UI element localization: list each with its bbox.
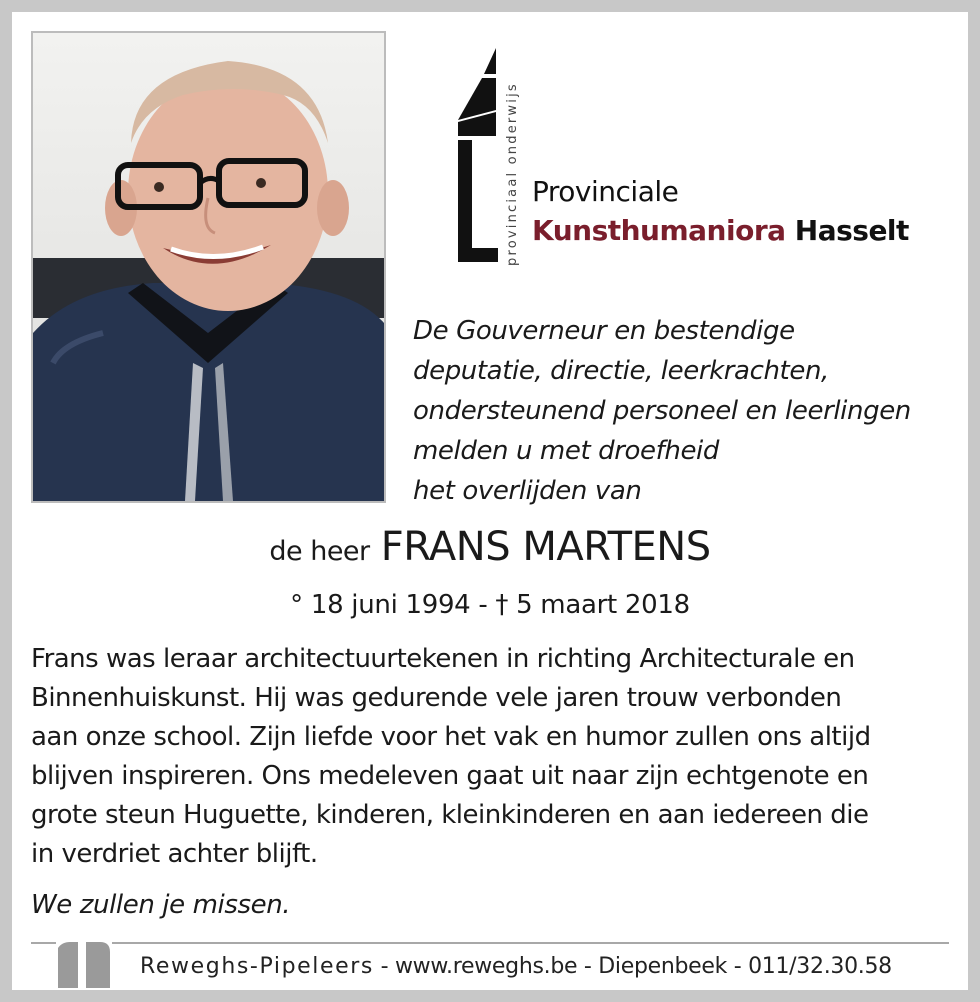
school-name-city: Hasselt (794, 214, 909, 247)
deceased-name-line (12, 524, 968, 570)
closing-line: We zullen je missen. (31, 890, 291, 920)
deceased-name: FRANS MARTENS (380, 524, 711, 570)
logo-vertical-text: provinciaal onderwijs (505, 82, 520, 266)
intro-line: deputatie, directie, leerkrachten, (413, 356, 829, 386)
tribute-line: Frans was leraar architectuurtekenen in richting Architecturale en (31, 644, 855, 674)
tribute-line: aan onze school. Zijn liefde voor het vak en humor zullen ons altijd (31, 722, 871, 752)
school-name-accent: Kunsthumaniora (532, 214, 786, 247)
life-dates: ° 18 juni 1994 - † 5 maart 2018 (290, 590, 690, 620)
school-name-line1: Provinciale (532, 175, 679, 208)
intro-line: ondersteunend personeel en leerlingen (413, 396, 911, 426)
funeral-home-name: Reweghs-Pipeleers (140, 954, 374, 979)
school-logo-icon (458, 48, 502, 262)
tribute-line: in verdriet achter blijft. (31, 839, 318, 869)
tribute-line: blijven inspireren. Ons medeleven gaat uit naar zijn echtgenote en (31, 761, 869, 791)
funeral-home-logo-icon (56, 934, 112, 988)
name-prefix: de heer (269, 536, 370, 567)
funeral-home-details: - www.reweghs.be - Diepenbeek - 011/32.30.58 (373, 954, 892, 979)
announcement-intro (413, 311, 911, 511)
portrait-photo (31, 31, 386, 503)
intro-line: melden u met droefheid (413, 436, 719, 466)
intro-line: De Gouverneur en bestendige (413, 316, 795, 346)
intro-line: het overlijden van (413, 476, 642, 506)
obituary-card (12, 12, 968, 990)
tribute-line: grote steun Huguette, kinderen, kleinkinderen en aan iedereen die (31, 800, 869, 830)
tribute-line: Binnenhuiskunst. Hij was gedurende vele jaren trouw verbonden (31, 683, 842, 713)
tribute-text (31, 640, 871, 874)
school-name-line2 (532, 214, 909, 247)
funeral-home-info (140, 954, 892, 979)
footer-divider (31, 942, 949, 944)
